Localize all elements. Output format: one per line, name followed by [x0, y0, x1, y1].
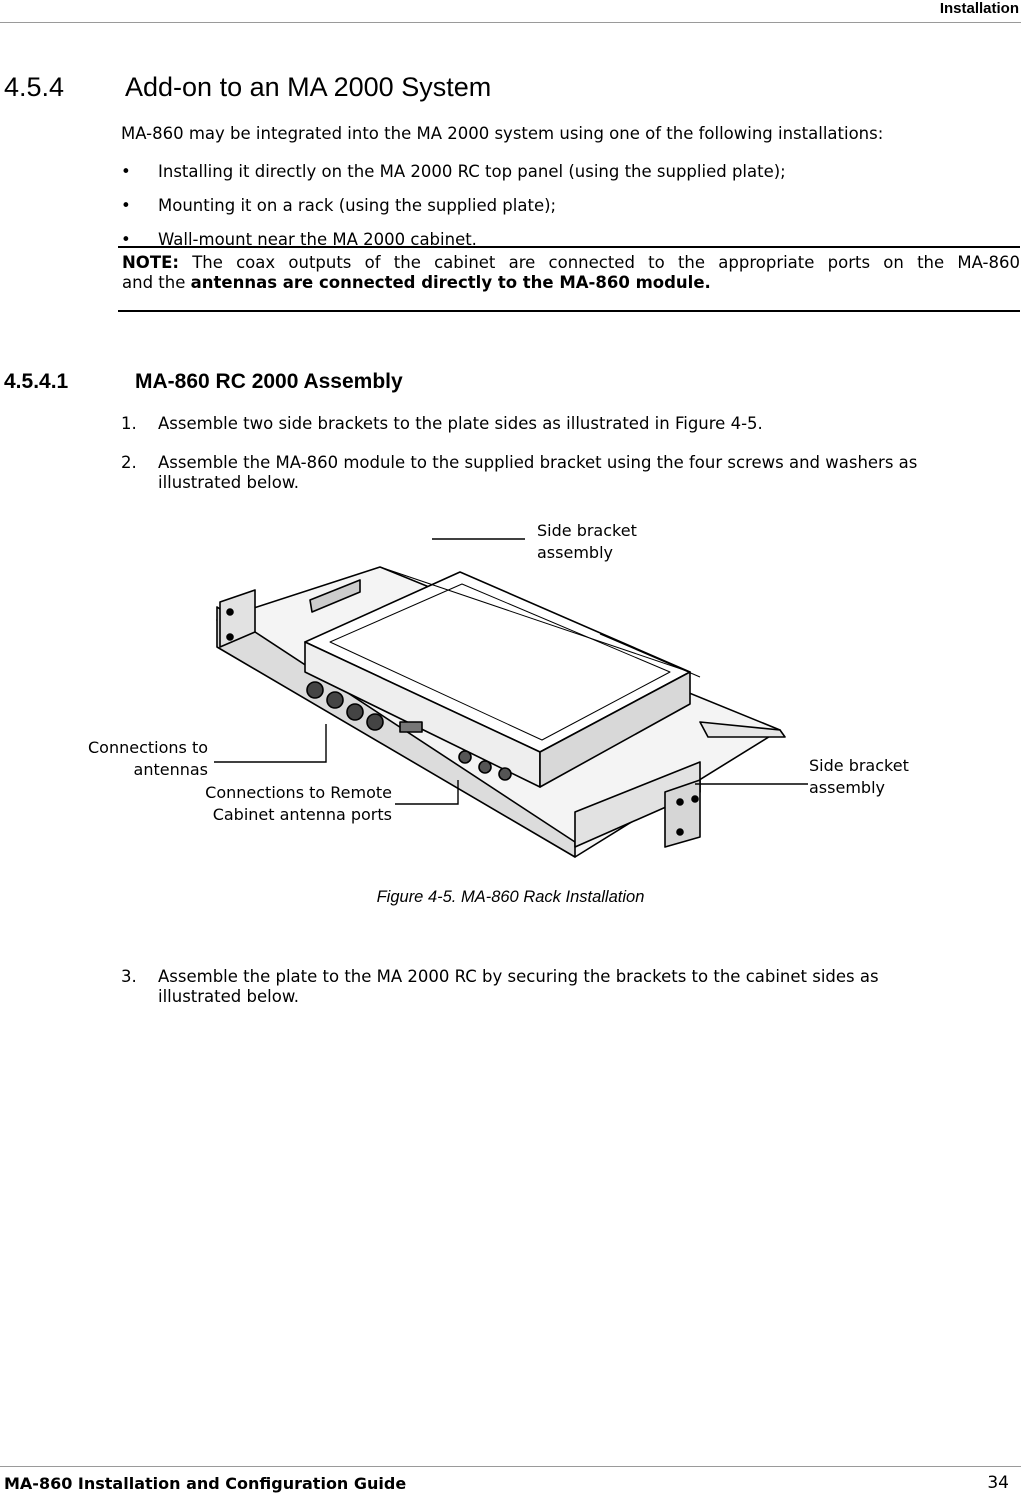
page-header [0, 0, 1021, 23]
callout-line: assembly [537, 543, 613, 562]
callout-line: Connections to Remote [205, 783, 392, 802]
step-number: 1. [121, 414, 137, 433]
step-text-line: Assemble the MA-860 module to the supplied bracket using the four screws and washers as [158, 453, 918, 472]
callout-connections-remote [198, 782, 392, 826]
note-line-1 [122, 253, 1020, 273]
section-title: Add-on to an MA 2000 System [125, 72, 492, 102]
note-box [118, 246, 1020, 312]
screw-hole [677, 829, 683, 835]
screw-hole [227, 609, 233, 615]
callout-side-bracket-top [537, 520, 637, 564]
antenna-connector [367, 714, 383, 730]
remote-cabinet-port [459, 751, 471, 763]
note-label: NOTE: [122, 253, 179, 272]
callout-line: Connections to [87, 738, 208, 757]
header-title: Installation [939, 0, 1019, 17]
step-text-line: illustrated below. [158, 473, 300, 492]
callout-connections-antennas [84, 737, 208, 781]
note-line-2 [122, 273, 1020, 293]
callout-line: antennas [133, 760, 208, 779]
screw-hole [227, 634, 233, 640]
figure-rack-installation [80, 512, 940, 872]
data-port [400, 722, 422, 732]
subsection-title: MA-860 RC 2000 Assembly [135, 370, 403, 393]
note-bold-text: antennas are connected directly to the MA-860 module. [190, 273, 711, 292]
step-number: 2. [121, 453, 137, 472]
screw-hole [692, 796, 698, 802]
screw-hole [677, 799, 683, 805]
note-text-2: and the [122, 273, 191, 292]
step-text-line: Assemble the plate to the MA 2000 RC by securing the brackets to the cabinet sides as [158, 967, 879, 986]
step-text [158, 453, 917, 493]
bullet-dot: • [121, 162, 131, 181]
antenna-connector [327, 692, 343, 708]
callout-line: assembly [809, 778, 885, 797]
step-text: Assemble two side brackets to the plate sides as illustrated in Figure 4-5. [158, 414, 763, 433]
subsection-heading [4, 370, 403, 394]
note-text-1: The coax outputs of the cabinet are connected to the appropriate ports on the MA-860 [178, 253, 1020, 272]
side-bracket-tab [665, 780, 700, 847]
bullet-text: Mounting it on a rack (using the supplied plate); [158, 196, 557, 215]
footer-title: MA-860 Installation and Configuration Guide [4, 1474, 407, 1493]
callout-line: Side bracket [537, 521, 637, 540]
remote-cabinet-port [499, 768, 511, 780]
antenna-connector [307, 682, 323, 698]
page-number: 34 [987, 1473, 1009, 1493]
remote-cabinet-port [479, 761, 491, 773]
subsection-number: 4.5.4.1 [4, 370, 69, 393]
section-number: 4.5.4 [4, 72, 65, 102]
bullet-text: Installing it directly on the MA 2000 RC top panel (using the supplied plate); [158, 162, 786, 181]
callout-line: Cabinet antenna ports [212, 805, 392, 824]
bullet-text: Wall-mount near the MA 2000 cabinet. [158, 230, 477, 249]
step-text-line: illustrated below. [158, 987, 300, 1006]
antenna-connector [347, 704, 363, 720]
page-footer [0, 1466, 1021, 1497]
bullet-dot: • [121, 196, 131, 215]
callout-side-bracket-right [809, 755, 909, 799]
leader-line [214, 724, 326, 762]
callout-line: Side bracket [809, 756, 909, 775]
bullet-dot: • [121, 230, 131, 249]
step-number: 3. [121, 967, 137, 986]
step-text [158, 967, 879, 1007]
intro-paragraph: MA-860 may be integrated into the MA 2000 system using one of the following installations: [121, 124, 884, 143]
figure-caption: Figure 4-5. MA-860 Rack Installation [376, 888, 645, 906]
